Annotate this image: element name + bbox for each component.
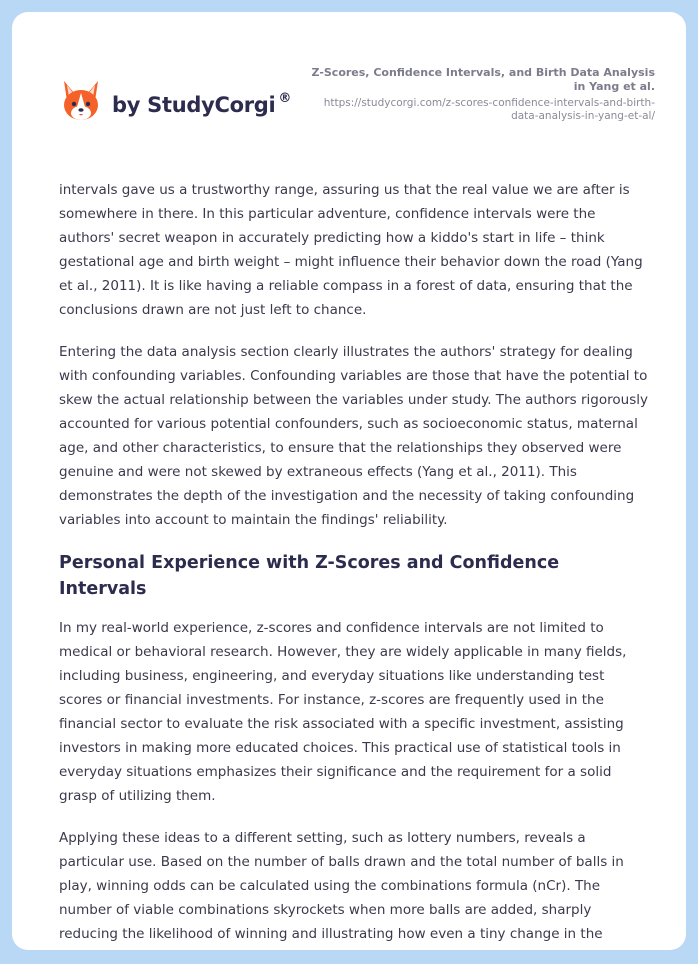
document-page [12, 12, 686, 950]
document-meta [305, 66, 655, 123]
paragraph: intervals gave us a trustworthy range, assuring us that the real value we are after is somewhere in there. In this particular adventure, confidence intervals were the authors' secret weapon in accurately predicting how a kiddo's start in life – think gestational age and birth weight – might influence their behavior down the road (Yang et al., 2011). It is like having a reliable compass in a forest of data, ensuring that the conclusions drawn are not just left to chance. [59, 182, 643, 318]
page-header [12, 12, 686, 152]
section-heading: Personal Experience with Z-Scores and Confidence Intervals [59, 553, 560, 599]
studycorgi-logo[interactable] [60, 76, 291, 126]
logo-wordmark [112, 91, 291, 117]
document-body [59, 178, 649, 950]
paragraph: In my real-world experience, z-scores and confidence intervals are not limited to medical or behavioral research. However, they are widely applicable in many fields, including business, engineering, and everyday situations like understanding test scores or financial investments. For instance, z-scores are frequently used in the financial sector to evaluate the risk associated with a specific investment, assisting investors in making more educated choices. This practical use of statistical tools in everyday situations emphasizes their significance and the requirement for a solid grasp of utilizing them. [59, 620, 627, 804]
paragraph: Applying these ideas to a different setting, such as lottery numbers, reveals a particular use. Based on the number of balls drawn and the total number of balls in play, winning odds can be calculated using the combinations formula (nCr). The number of viable combinations skyrockets when more balls are added, sharply reducing the likelihood of winning and illustrating how even a tiny change in the [59, 830, 624, 942]
document-url[interactable]: https://studycorgi.com/z-scores-confidence-intervals-and-birth-data-analysis-in-yang-et-al/ [323, 97, 655, 122]
logo-text: by StudyCorgi [112, 93, 276, 117]
document-title: Z-Scores, Confidence Intervals, and Birth Data Analysis in Yang et al. [311, 66, 655, 93]
paragraph: Entering the data analysis section clearly illustrates the authors' strategy for dealing with confounding variables. Confounding variables are those that have the potential to skew the actual relationship between the variables under study. The authors rigorously accounted for various potential confounders, such as socioeconomic status, maternal age, and other characteristics, to ensure that the relationships they observed were genuine and were not skewed by extraneous effects (Yang et al., 2011). This demonstrates the depth of the investigation and the necessity of taking confounding variables into account to maintain the findings' reliability. [59, 344, 648, 528]
corgi-logo-icon [60, 79, 102, 123]
registered-mark: ® [278, 91, 292, 106]
